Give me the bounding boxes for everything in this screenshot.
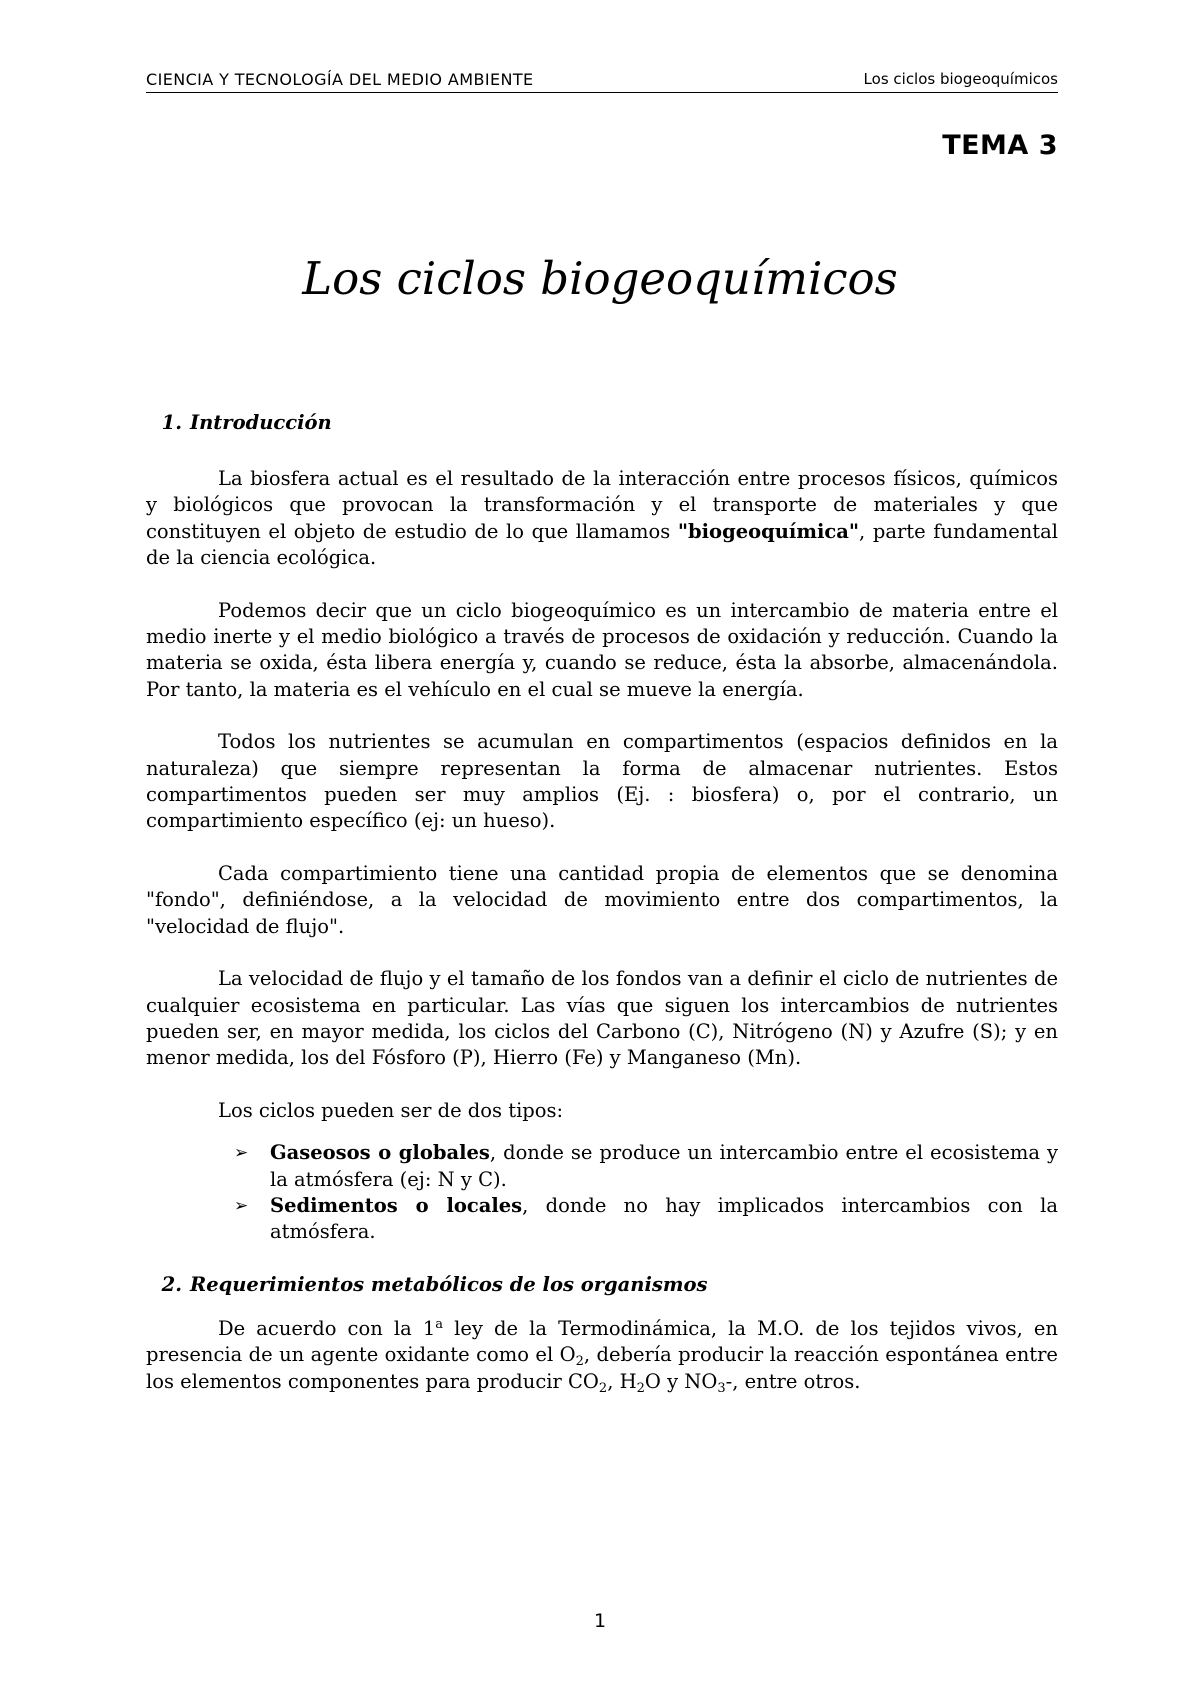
term-biogeoquimica: "biogeoquímica": [677, 519, 860, 543]
list-item: [234, 1193, 1058, 1246]
paragraph-ciclo-definicion: Podemos decir que un ciclo biogeoquímico es un intercambio de materia entre el medio inerte y el medio biológico a través de procesos de oxidación y reducción. Cuando la materia se oxida, ésta libera energía y, cuando se reduce, ésta la absorbe, almacenándola. Por tanto, la materia es el vehículo en el cual se mueve la energía.: [146, 598, 1058, 701]
header-course: CIENCIA Y TECNOLOGÍA DEL MEDIO AMBIENTE: [146, 70, 534, 89]
subscript: 2: [636, 1380, 645, 1396]
cycle-types-list: [146, 1140, 1058, 1246]
paragraph-text: , debería producir la reacción espontánea entre los elementos componentes para producir CO: [146, 1343, 1058, 1393]
paragraph-text: ley de la Termodinámica, la M.O. de los tejidos vivos, en presencia de un agente oxidante como el O: [146, 1316, 1058, 1367]
list-item-text: , donde no hay implicados intercambios con la atmósfera.: [270, 1193, 1058, 1244]
paragraph-compartimentos: Todos los nutrientes se acumulan en compartimentos (espacios definidos en la naturaleza) que siempre representan la forma de almacenar nutrientes. Estos compartimentos pueden ser muy amplios (Ej. : biosfera) o, por el contrario, un compartimiento específico (ej: un hueso).: [146, 730, 1058, 833]
paragraph-text: La biosfera actual es el resultado de la interacción entre procesos físicos, químicos y biológicos que provocan la transformación y el transporte de materiales y que constituyen el objeto de estudio de lo que llamamos: [146, 467, 1058, 543]
list-item-text: , donde se produce un intercambio entre el ecosistema y la atmósfera (ej: N y C).: [270, 1141, 1058, 1191]
superscript: a: [435, 1316, 444, 1332]
list-item: [234, 1140, 1058, 1193]
paragraph-text: -, entre otros.: [725, 1369, 861, 1393]
paragraph-termodinamica: [146, 1316, 1058, 1395]
paragraph-fondo: Cada compartimiento tiene una cantidad propia de elementos que se denomina "fondo", definiéndose, a la velocidad de movimiento entre dos compartimentos, la "velocidad de flujo".: [146, 861, 1058, 938]
header-rule: [146, 92, 1058, 93]
paragraph-velocidad-flujo: La velocidad de flujo y el tamaño de los fondos van a definir el ciclo de nutrientes de cualquier ecosistema en particular. Las vías que siguen los intercambios de nutrientes pueden ser, en mayor medida, los ciclos del Carbono (C), Nitrógeno (N) y Azufre (S); y en menor medida, los del Fósforo (P), Hierro (Fe) y Manganeso (Mn).: [146, 967, 1058, 1070]
subscript: 2: [598, 1380, 608, 1396]
list-item-term: Gaseosos o globales: [270, 1141, 490, 1165]
paragraph-text: O y NO: [644, 1369, 718, 1393]
paragraph-text: De acuerdo con la 1: [218, 1316, 436, 1340]
document-title: Los ciclos biogeoquímicos: [302, 252, 898, 305]
section-number: 2.: [161, 1272, 182, 1296]
list-item-term: Sedimentos o locales: [270, 1193, 523, 1217]
arrowhead-bullet-icon: ➢: [234, 1195, 249, 1216]
paragraph-text: , H: [607, 1369, 637, 1393]
unit-label: TEMA 3: [942, 130, 1058, 161]
subscript: 2: [575, 1354, 584, 1370]
section-heading-requerimientos: [146, 1272, 1058, 1298]
paragraph-tipos-intro: Los ciclos pueden ser de dos tipos:: [218, 1098, 564, 1122]
section-title: Requerimientos metabólicos de los organismos: [190, 1272, 708, 1296]
paragraph-text: , parte fundamental de la ciencia ecológica.: [146, 519, 1058, 570]
section-heading-introduccion: [146, 410, 1058, 436]
paragraph-biosfera: [146, 466, 1058, 572]
arrowhead-bullet-icon: ➢: [234, 1143, 249, 1164]
page-number: 1: [593, 1610, 607, 1632]
subscript: 3: [717, 1380, 726, 1396]
header-running-title: Los ciclos biogeoquímicos: [863, 70, 1058, 88]
running-header: [146, 70, 1058, 94]
section-number: 1.: [161, 411, 182, 434]
document-body: [146, 410, 1058, 1395]
section-title: Introducción: [190, 411, 332, 434]
